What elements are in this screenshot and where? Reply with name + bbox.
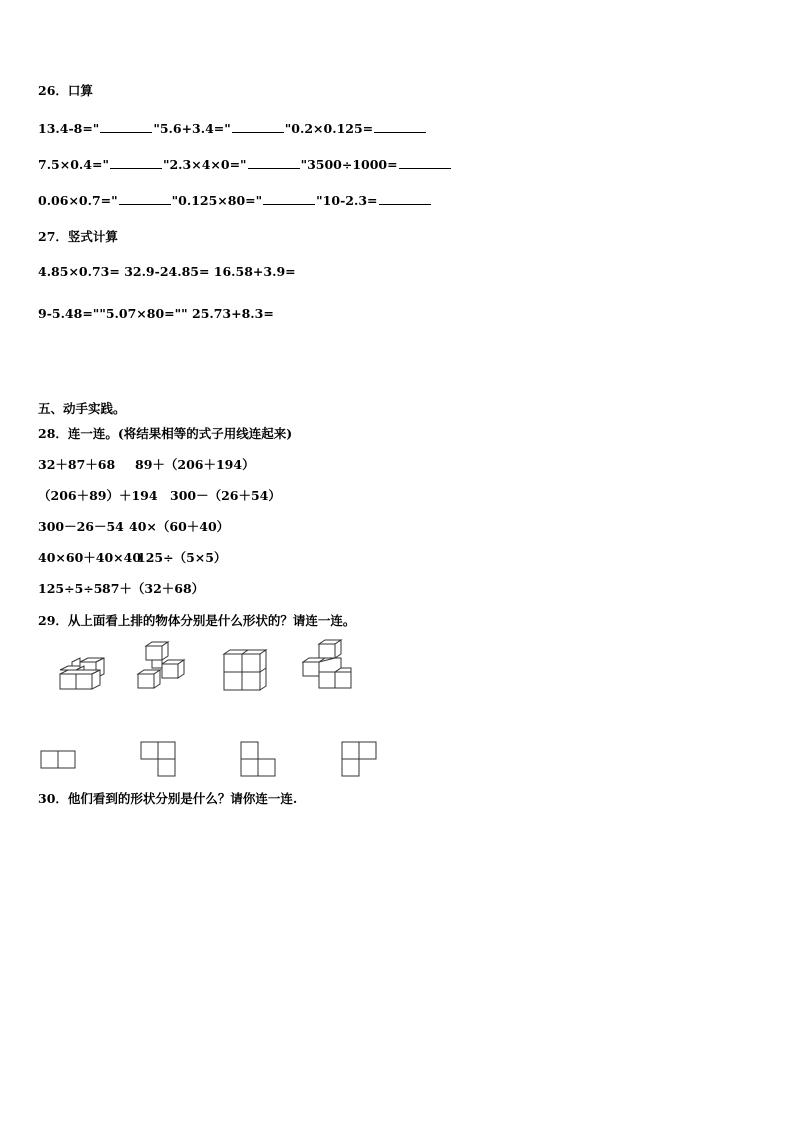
q28-row (38, 581, 204, 597)
cube-stack-2-icon[interactable] (136, 642, 188, 694)
q26-expr: "0.125×80=" (171, 193, 263, 208)
answer-blank[interactable] (110, 156, 162, 169)
cube-stack-4-icon[interactable] (301, 640, 355, 692)
cube-stack-1-icon[interactable] (56, 658, 106, 692)
q28-left-expr[interactable]: 125÷5÷5 (38, 581, 103, 596)
answer-blank[interactable] (263, 192, 315, 205)
q28-right-expr[interactable]: 87＋（32＋68） (102, 581, 205, 596)
q26-row-2 (38, 156, 452, 173)
q28-right-expr[interactable]: 89＋（206＋194） (135, 457, 255, 472)
answer-blank[interactable] (379, 192, 431, 205)
q28-title: 28．连一连。(将结果相等的式子用线连起来) (38, 426, 293, 441)
q29-title: 29．从上面看上排的物体分别是什么形状的？请连一连。 (38, 613, 356, 628)
q28-left-expr[interactable]: 300－26－54 (38, 519, 124, 534)
answer-blank[interactable] (374, 120, 426, 133)
q28-left-expr[interactable]: 32＋87＋68 (38, 457, 116, 472)
q28-row (38, 519, 229, 535)
answer-blank[interactable] (119, 192, 171, 205)
q27-title: 27．竖式计算 (38, 229, 118, 244)
q30-title: 30．他们看到的形状分别是什么？请你连一连. (38, 791, 298, 806)
q28-left-expr[interactable]: 40×60＋40×40 (38, 550, 142, 565)
top-view-d-icon[interactable] (341, 741, 377, 777)
q26-expr: "5.6+3.4=" (153, 121, 231, 136)
cube-stack-3-icon[interactable] (222, 648, 268, 692)
q26-expr: 13.4-8=" (38, 121, 100, 136)
answer-blank[interactable] (248, 156, 300, 169)
top-view-b-icon[interactable] (140, 741, 176, 777)
q28-left-expr[interactable]: （206＋89）＋194 (38, 488, 158, 503)
q27-row-1: 4.85×0.73= 32.9-24.85= 16.58+3.9= (38, 264, 296, 279)
q26-expr: "2.3×4×0=" (162, 157, 247, 172)
q28-row (38, 488, 281, 504)
section-title: 五、动手实践。 (38, 401, 126, 416)
q26-expr: 7.5×0.4=" (38, 157, 109, 172)
q26-expr: 0.06×0.7=" (38, 193, 118, 208)
q26-expr: "10-2.3= (316, 193, 378, 208)
q26-row-1 (38, 120, 427, 137)
q28-right-expr[interactable]: 40×（60＋40） (129, 519, 230, 534)
q28-row (38, 457, 255, 473)
q26-title: 26．口算 (38, 83, 93, 98)
q28-right-expr[interactable]: 125÷（5×5） (137, 550, 227, 565)
answer-blank[interactable] (232, 120, 284, 133)
q26-row-3 (38, 192, 432, 209)
q27-row-2: 9-5.48=""5.07×80="" 25.73+8.3= (38, 306, 274, 321)
answer-blank[interactable] (399, 156, 451, 169)
top-view-c-icon[interactable] (240, 741, 276, 777)
top-view-a-icon[interactable] (40, 750, 76, 770)
answer-blank[interactable] (100, 120, 152, 133)
q26-expr: "3500÷1000= (300, 157, 398, 172)
q28-right-expr[interactable]: 300－（26＋54） (170, 488, 281, 503)
q28-row (38, 550, 226, 566)
q26-expr: "0.2×0.125= (284, 121, 374, 136)
